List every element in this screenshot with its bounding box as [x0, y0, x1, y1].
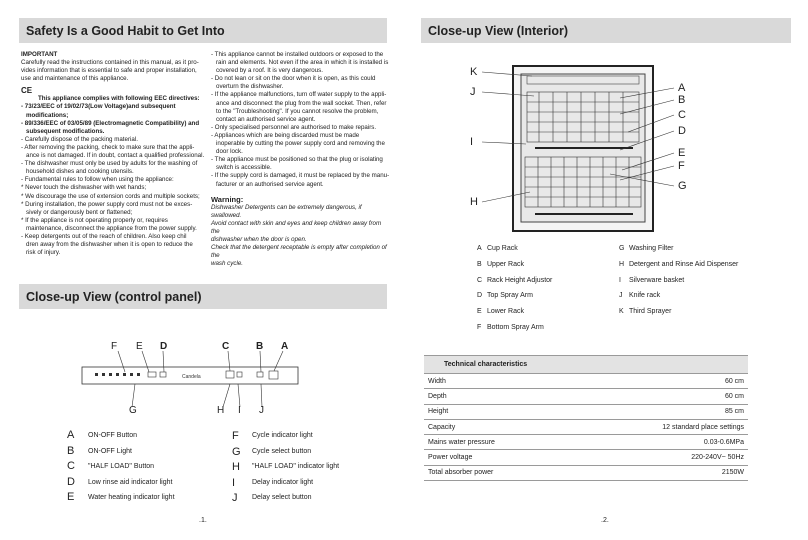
panel-callout-b: B — [256, 341, 264, 352]
safety-line: - If the supply cord is damaged, it must be replaced by the manu- — [211, 172, 390, 180]
interior-callout-j: J — [470, 86, 476, 98]
legend-text: Cycle select button — [252, 448, 312, 455]
tech-label: Width — [424, 374, 571, 389]
tech-label: Depth — [424, 389, 571, 404]
legend-text: Rack Height Adjustor — [487, 277, 553, 284]
eec-heading: This appliance complies with following EEC directives: — [38, 95, 200, 103]
panel-callout-j: J — [259, 405, 264, 416]
legend-letter: G — [232, 446, 241, 458]
eec-item: - 73/23/EEC of 19/02/73(Low Voltage)and subsequent — [21, 103, 176, 111]
legend-letter: F — [232, 430, 239, 442]
table-row — [424, 404, 748, 419]
legend-letter: C — [67, 460, 75, 472]
panel-callout-c: C — [222, 341, 230, 352]
warning-line: Check that the detergent receptable is empty after completion of the — [211, 244, 387, 260]
safety-line: - Appliances which are being discarded must be made — [211, 131, 360, 139]
intro-line: vides information that is essential to safe and proper installation, — [21, 67, 197, 75]
legend-letter: F — [477, 324, 482, 331]
warning-heading: Warning: — [211, 194, 244, 204]
legend-text: Knife rack — [629, 292, 661, 299]
safety-line: - Fundamental rules to follow when using the appliance: — [21, 176, 174, 184]
tech-label: Mains water pressure — [424, 435, 571, 450]
panel-callout-h: H — [217, 405, 225, 416]
interior-callout-f: F — [678, 160, 685, 172]
safety-line: * We discourage the use of extension cords and multiple sockets; — [21, 192, 200, 200]
legend-letter: D — [67, 476, 75, 488]
legend-text: Lower Rack — [487, 308, 524, 315]
safety-line: overturn the dishwasher. — [216, 83, 284, 91]
safety-title-text: Safety Is a Good Habit to Get Into — [26, 23, 225, 38]
legend-text: Silverware basket — [629, 277, 685, 284]
panel-callout-i: I — [238, 405, 241, 416]
legend-letter: J — [232, 492, 238, 504]
warning-line: Avoid contact with skin and eyes and keep children away from the — [211, 219, 382, 235]
interior-title-text: Close-up View (Interior) — [428, 23, 569, 38]
safety-line: sively or dangerously bent or flattened; — [26, 208, 133, 216]
ce-mark: CE — [21, 86, 33, 96]
interior-callout-h: H — [470, 196, 478, 208]
technical-characteristics-table — [424, 355, 748, 481]
legend-text: Delay indicator light — [252, 479, 314, 486]
legend-letter: K — [619, 308, 624, 315]
tech-value: 220-240V~ 50Hz — [571, 450, 748, 465]
interior-callout-i: I — [470, 136, 474, 148]
safety-line: dren away from the dishwasher when it is open to reduce the — [26, 241, 193, 249]
legend-text: Cycle indicator light — [252, 432, 313, 439]
legend-text: "HALF LOAD" indicator light — [252, 463, 340, 470]
safety-line: to the "Troubleshooting". If you cannot resolve the problem, — [216, 107, 379, 115]
legend-letter: B — [67, 445, 75, 457]
interior-callout-c: C — [678, 109, 686, 121]
safety-line: - If the appliance malfunctions, turn off water supply to the appli- — [211, 91, 387, 99]
eec-item: modifications; — [26, 111, 69, 119]
legend-text: Washing Filter — [629, 245, 674, 252]
legend-text: Delay select button — [252, 494, 312, 501]
safety-line: - The dishwasher must only be used by adults for the washing of — [21, 160, 198, 168]
intro-line: use and maintenance of this appliance. — [21, 75, 129, 83]
legend-text: Bottom Spray Arm — [487, 324, 544, 331]
safety-line: - After removing the packing, check to make sure that the appli- — [21, 143, 195, 151]
safety-line: contact an authorised service agent. — [216, 115, 316, 123]
table-row — [424, 435, 748, 450]
page-number-left: .1. — [199, 517, 207, 524]
safety-line: door lock. — [216, 148, 243, 156]
legend-letter: I — [619, 277, 621, 284]
interior-callout-k: K — [470, 66, 478, 78]
tech-value: 60 cm — [571, 374, 748, 389]
safety-line: - The appliance must be positioned so that the plug or isolating — [211, 156, 383, 164]
legend-text: ON-OFF Button — [88, 432, 138, 439]
legend-letter: I — [232, 477, 236, 489]
safety-line: - This appliance cannot be installed outdoors or exposed to the — [211, 51, 384, 58]
table-row — [424, 465, 748, 480]
interior-callout-a: A — [678, 82, 686, 94]
interior-callout-b: B — [678, 94, 686, 106]
panel-callout-d: D — [160, 341, 168, 352]
legend-text: Water heating indicator light — [88, 494, 175, 501]
safety-line: ance and disconnect the plug from the wall socket. Then, refer — [216, 99, 387, 107]
legend-text: Cup Rack — [487, 245, 518, 252]
panel-callout-f: F — [111, 341, 118, 352]
safety-line: ance is not damaged. If in doubt, contact a qualified professional. — [26, 152, 205, 160]
safety-line: covered by a roof. It is very dangerous. — [216, 67, 323, 75]
legend-text: "HALF LOAD" Button — [88, 463, 155, 470]
tech-value: 85 cm — [571, 404, 748, 419]
safety-line: - Keep detergents out of the reach of children. Also keep chil — [21, 232, 187, 240]
table-row — [424, 419, 748, 434]
safety-line: household dishes and cooking utensils. — [26, 168, 134, 176]
panel-callout-e: E — [136, 341, 143, 352]
interior-callout-e: E — [678, 147, 686, 159]
legend-text: Third Sprayer — [629, 308, 672, 315]
tech-table-title: Technical characteristics — [424, 356, 748, 374]
warning-line: dishwasher when the door is open. — [211, 235, 307, 243]
safety-line: * If the appliance is not operating properly or, requires — [21, 216, 168, 224]
safety-line: - Carefully dispose of the packing material. — [21, 135, 138, 143]
legend-letter: B — [477, 261, 482, 268]
tech-label: Total absorber power — [424, 465, 571, 480]
safety-line: maintenance, disconnect the appliance from the power supply. — [26, 224, 197, 232]
safety-line: rain and elements. Not even if the area in which it is installed is — [216, 59, 389, 67]
eec-item: subsequent modifications. — [26, 127, 105, 135]
page-number-right: .2. — [601, 517, 609, 524]
control-panel-section-title — [19, 284, 387, 309]
legend-letter: C — [477, 277, 483, 284]
safety-line: switch is accessible. — [216, 164, 272, 172]
interior-section-title — [421, 18, 791, 43]
interior-callout-d: D — [678, 125, 686, 137]
legend-letter: E — [477, 308, 482, 315]
legend-letter: J — [619, 292, 623, 299]
panel-brand-text: Candela — [182, 374, 201, 380]
important-heading: IMPORTANT — [21, 51, 58, 58]
tech-label: Height — [424, 404, 571, 419]
safety-line: - Only specialised personnel are authorised to make repairs. — [211, 123, 377, 131]
legend-letter: A — [477, 245, 482, 252]
tech-value: 60 cm — [571, 389, 748, 404]
interior-callout-g: G — [678, 180, 687, 192]
tech-value: 0.03-0.6MPa — [571, 435, 748, 450]
safety-line: * During installation, the power supply cord must not be exces- — [21, 200, 193, 208]
legend-letter: G — [619, 245, 625, 252]
legend-letter: H — [619, 261, 625, 268]
intro-line: Carefully read the instructions contained in this manual, as it pro- — [21, 59, 199, 67]
tech-table-header — [424, 356, 748, 374]
panel-callout-a: A — [281, 341, 289, 352]
table-row — [424, 450, 748, 465]
legend-text: Low rinse aid indicator light — [88, 479, 173, 486]
safety-line: facturer or an authorised service agent. — [216, 180, 324, 188]
legend-letter: E — [67, 491, 75, 503]
safety-column-1 — [21, 51, 209, 257]
tech-label: Power voltage — [424, 450, 571, 465]
panel-callout-g: G — [129, 405, 137, 416]
legend-letter: D — [477, 292, 483, 299]
table-row — [424, 389, 748, 404]
legend-text: Detergent and Rinse Aid Dispenser — [629, 261, 739, 268]
tech-label: Capacity — [424, 419, 571, 434]
legend-text: Upper Rack — [487, 261, 524, 268]
warning-line: wash cycle. — [211, 260, 243, 268]
table-row — [424, 374, 748, 389]
legend-text: Top Spray Arm — [487, 292, 533, 299]
control-panel-title-text: Close-up View (control panel) — [26, 289, 202, 304]
interior-callout-lines — [470, 62, 690, 212]
tech-value: 2150W — [571, 465, 748, 480]
safety-line: - Do not lean or sit on the door when it is open, as this could — [211, 75, 376, 83]
tech-value: 12 standard place settings — [571, 419, 748, 434]
safety-line: risk of injury. — [26, 249, 61, 257]
legend-letter: H — [232, 461, 240, 473]
safety-section-title — [19, 18, 387, 43]
safety-column-2 — [211, 51, 391, 268]
legend-text: ON-OFF Light — [88, 448, 132, 455]
warning-line: Dishwasher Detergents can be extremely dangerous, if swallowed. — [211, 203, 362, 219]
safety-line: * Never touch the dishwasher with wet hands; — [21, 184, 147, 192]
safety-line: inoperable by cutting the power supply cord and removing the — [216, 140, 385, 148]
legend-letter: A — [67, 429, 75, 441]
eec-item: - 89/336/EEC of 03/05/89 (Electromagnetic Compatibility) and — [21, 119, 200, 127]
